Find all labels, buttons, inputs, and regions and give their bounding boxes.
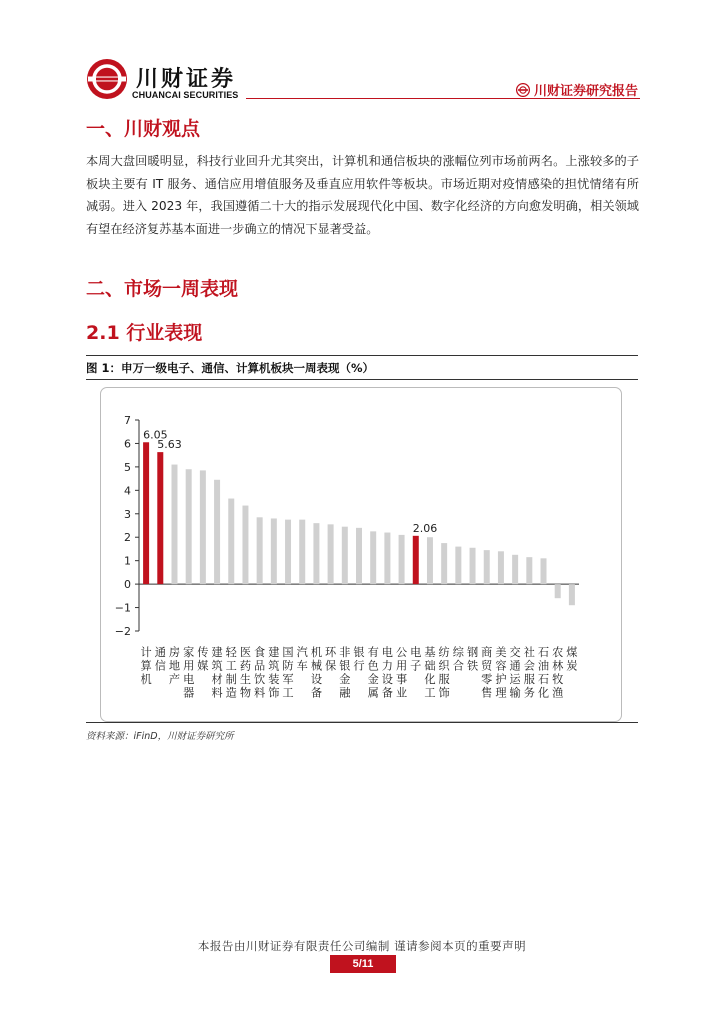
x-tick-label: 建筑材料 bbox=[211, 646, 223, 700]
x-tick-label: 社会服务 bbox=[523, 646, 535, 700]
bar-房地产 bbox=[171, 465, 177, 585]
figure-title: 图 1：申万一级电子、通信、计算机板块一周表现（%） bbox=[86, 361, 375, 375]
x-tick-label: 电子 bbox=[410, 646, 422, 673]
company-logo-small-icon bbox=[516, 83, 530, 97]
bar-环保 bbox=[328, 524, 334, 584]
bar-建筑材料 bbox=[214, 480, 220, 584]
x-tick-label: 传媒 bbox=[197, 646, 209, 673]
bar-石油石化 bbox=[541, 558, 547, 584]
bar-非银金融 bbox=[342, 527, 348, 584]
x-tick-label: 国防军工 bbox=[282, 646, 294, 700]
bar-银行 bbox=[356, 528, 362, 584]
x-tick-label: 钢铁 bbox=[466, 646, 479, 673]
bar-美容护理 bbox=[498, 551, 504, 584]
y-tick-label: 4 bbox=[124, 484, 131, 498]
x-tick-label: 基础化工 bbox=[424, 646, 436, 700]
company-logo-icon bbox=[86, 58, 128, 100]
figure-bottom-rule bbox=[86, 722, 638, 723]
footer-disclaimer: 本报告由川财证券有限责任公司编制 谨请参阅本页的重要声明 bbox=[197, 939, 527, 953]
bar-食品饮料 bbox=[257, 517, 263, 584]
bar-chart bbox=[101, 388, 621, 721]
bar-通信 bbox=[157, 452, 163, 584]
x-tick-label: 房地产 bbox=[168, 646, 181, 686]
data-label-计算机: 6.05 bbox=[143, 428, 168, 442]
data-label-通信: 5.63 bbox=[157, 438, 182, 452]
bar-基础化工 bbox=[427, 537, 433, 584]
bar-纺织服饰 bbox=[441, 543, 447, 584]
bar-建筑装饰 bbox=[271, 518, 277, 584]
x-tick-label: 计算机 bbox=[140, 646, 152, 686]
x-tick-label: 银行 bbox=[353, 646, 365, 673]
x-tick-label: 非银金融 bbox=[339, 646, 351, 700]
section-title-2-1: 2.1 行业表现 bbox=[86, 322, 203, 344]
y-tick-label: 0 bbox=[124, 578, 131, 592]
company-name-en: CHUANCAI SECURITIES bbox=[132, 90, 239, 100]
bar-交通运输 bbox=[512, 555, 518, 584]
x-tick-label: 轻工制造 bbox=[225, 646, 237, 700]
header-divider bbox=[246, 98, 640, 99]
company-name-cn: 川财证券 bbox=[136, 67, 237, 92]
bar-医药生物 bbox=[242, 506, 248, 585]
y-tick-label: 1 bbox=[124, 554, 131, 568]
bar-计算机 bbox=[143, 442, 149, 584]
bar-机械设备 bbox=[313, 523, 319, 584]
report-label bbox=[516, 80, 638, 99]
bar-农林牧渔 bbox=[555, 584, 561, 598]
report-label-text: 川财证券研究报告 bbox=[533, 84, 638, 99]
data-label-电子: 2.06 bbox=[412, 521, 438, 535]
bar-传媒 bbox=[200, 470, 206, 584]
x-tick-label: 建筑装饰 bbox=[268, 646, 280, 700]
y-tick-label: 7 bbox=[124, 414, 131, 427]
x-tick-label: 家用电器 bbox=[183, 646, 195, 700]
x-tick-label: 公用事业 bbox=[395, 646, 408, 700]
figure-top-rule bbox=[86, 355, 638, 356]
x-tick-label: 美容护理 bbox=[495, 646, 507, 700]
y-tick-label: 5 bbox=[124, 460, 131, 474]
section-title-1: 一、川财观点 bbox=[86, 118, 201, 140]
x-tick-label: 医药生物 bbox=[239, 646, 252, 700]
section-title-2: 二、市场一周表现 bbox=[86, 278, 239, 300]
x-tick-label: 纺织服饰 bbox=[438, 646, 450, 700]
figure-title-rule bbox=[86, 379, 638, 380]
bar-国防军工 bbox=[285, 520, 291, 584]
bar-煤炭 bbox=[569, 584, 575, 605]
x-tick-label: 交通运输 bbox=[509, 646, 521, 700]
x-tick-label: 机械设备 bbox=[310, 646, 323, 700]
bar-电力设备 bbox=[384, 533, 390, 585]
x-tick-label: 有色金属 bbox=[367, 646, 379, 700]
bar-钢铁 bbox=[470, 548, 476, 584]
x-tick-label: 电力设备 bbox=[381, 646, 393, 700]
x-tick-label: 农林牧渔 bbox=[552, 646, 564, 700]
bar-家用电器 bbox=[186, 469, 192, 584]
bar-社会服务 bbox=[526, 557, 532, 584]
figure-source: 资料来源：iFinD，川财证券研究所 bbox=[86, 731, 234, 742]
section-body-1: 本周大盘回暖明显，科技行业回升尤其突出，计算机和通信板块的涨幅位列市场前两名。上涨较多的子板块主要有 IT 服务、通信应用增值服务及垂直应用软件等板块。市场近期对疫情感染的担忧情绪有所减弱。进入 2023 年，我国遵循二十大的指示发展现代化中国、数字化经济的方向愈发明确，相关领域有望在经济复苏基本面进一步确立的情况下显著受益。 bbox=[86, 154, 639, 236]
x-tick-label: 煤炭 bbox=[566, 646, 578, 673]
bar-轻工制造 bbox=[228, 499, 234, 585]
bar-电子 bbox=[413, 536, 419, 584]
x-tick-label: 商贸零售 bbox=[481, 646, 493, 700]
bar-商贸零售 bbox=[484, 550, 490, 584]
y-tick-label: 3 bbox=[124, 507, 131, 521]
page-number: 5/11 bbox=[330, 955, 396, 973]
bar-有色金属 bbox=[370, 531, 376, 584]
x-tick-label: 食品饮料 bbox=[254, 646, 266, 700]
y-tick-label: 2 bbox=[124, 531, 131, 545]
bar-综合 bbox=[455, 547, 461, 585]
y-tick-label: −2 bbox=[114, 625, 131, 638]
x-tick-label: 汽车 bbox=[296, 646, 308, 673]
chart-container bbox=[100, 387, 622, 722]
bar-汽车 bbox=[299, 520, 305, 584]
x-tick-label: 环保 bbox=[325, 646, 337, 673]
x-tick-label: 石油石化 bbox=[537, 646, 550, 700]
bar-公用事业 bbox=[399, 535, 405, 584]
y-tick-label: 6 bbox=[124, 437, 131, 451]
y-tick-label: −1 bbox=[114, 601, 131, 615]
x-tick-label: 综合 bbox=[452, 646, 464, 673]
x-tick-label: 通信 bbox=[154, 646, 166, 673]
